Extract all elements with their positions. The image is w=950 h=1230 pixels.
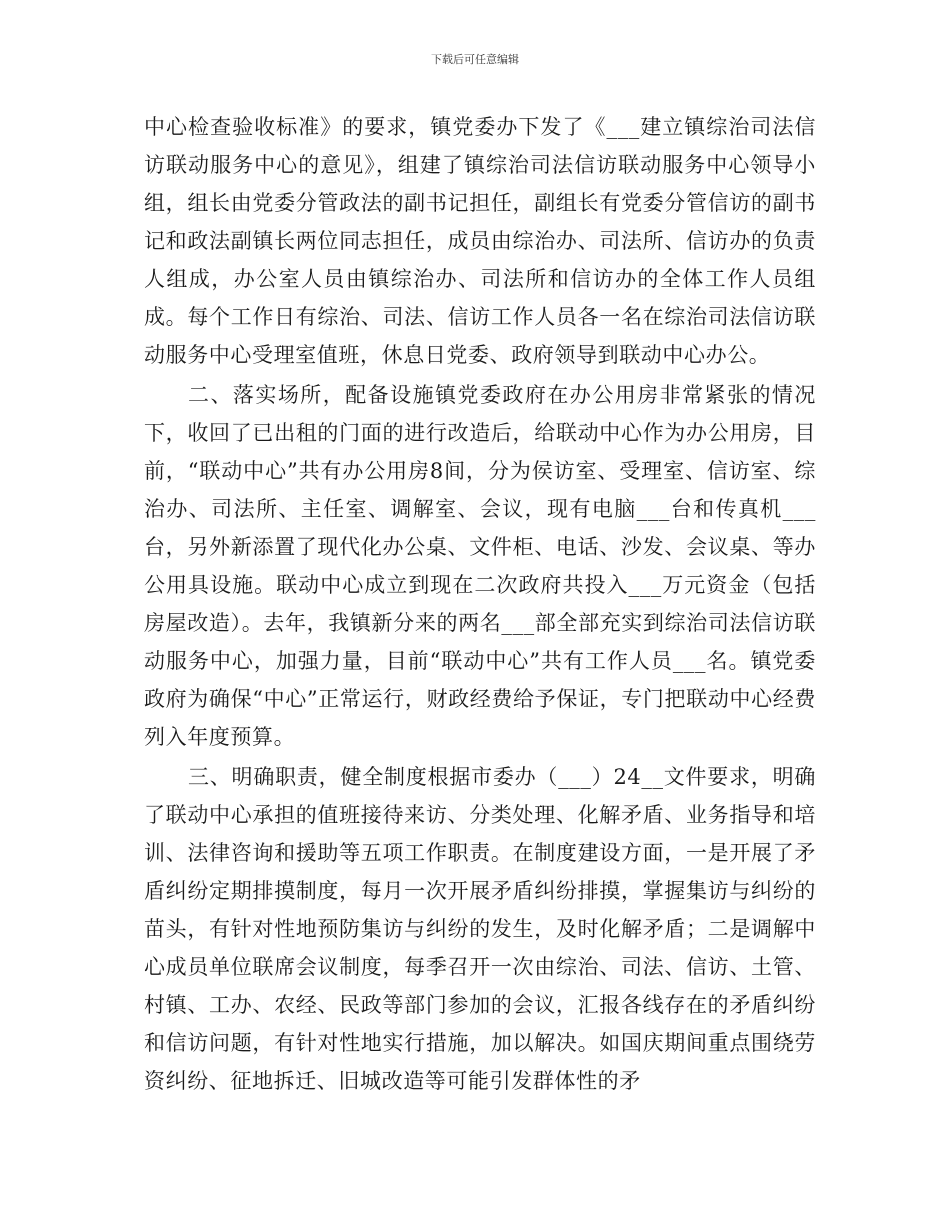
document-body: [144, 108, 816, 1102]
page-header: 下载后可任意编辑: [431, 53, 519, 66]
body-paragraph-2: 二、落实场所，配备设施镇党委政府在办公用房非常紧张的情况下，收回了已出租的门面的进行改造后，给联动中心作为办公用房，目前，“联动中心”共有办公用房8间，分为侯访室、受理室、信访室、综治办、司法所、主任室、调解室、会议，现有电脑___台和传真机___台，另外新添置了现代化办公桌、文件柜、电话、沙发、会议桌、等办公用具设施。联动中心成立到现在二次政府共投入___万元资金（包括房屋改造）。去年，我镇新分来的两名___部全部充实到综治司法信访联动服务中心，加强力量，目前“联动中心”共有工作人员___名。镇党委政府为确保“中心”正常运行，财政经费给予保证，专门把联动中心经费列入年度预算。: [144, 383, 816, 749]
body-paragraph-1: 中心检查验收标准》的要求，镇党委办下发了《___建立镇综治司法信访联动服务中心的意见》，组建了镇综治司法信访联动服务中心领导小组，组长由党委分管政法的副书记担任，副组长有党委分管信访的副书记和政法副镇长两位同志担任，成员由综治办、司法所、信访办的负责人组成，办公室人员由镇综治办、司法所和信访办的全体工作人员组成。每个工作日有综治、司法、信访工作人员各一名在综治司法信访联动服务中心受理室值班，休息日党委、政府领导到联动中心办公。: [144, 115, 816, 367]
body-paragraph-3: 三、明确职责，健全制度根据市委办（___）24__文件要求，明确了联动中心承担的值班接待来访、分类处理、化解矛盾、业务指导和培训、法律咨询和援助等五项工作职责。在制度建设方面，一是开展了矛盾纠纷定期排摸制度，每月一次开展矛盾纠纷排摸，掌握集访与纠纷的苗头，有针对性地预防集访与纠纷的发生，及时化解矛盾；二是调解中心成员单位联席会议制度，每季召开一次由综治、司法、信访、土管、村镇、工办、农经、民政等部门参加的会议，汇报各线存在的矛盾纠纷和信访问题，有针对性地实行措施，加以解决。如国庆期间重点围绕劳资纠纷、征地拆迁、旧城改造等可能引发群体性的矛: [144, 765, 816, 1093]
